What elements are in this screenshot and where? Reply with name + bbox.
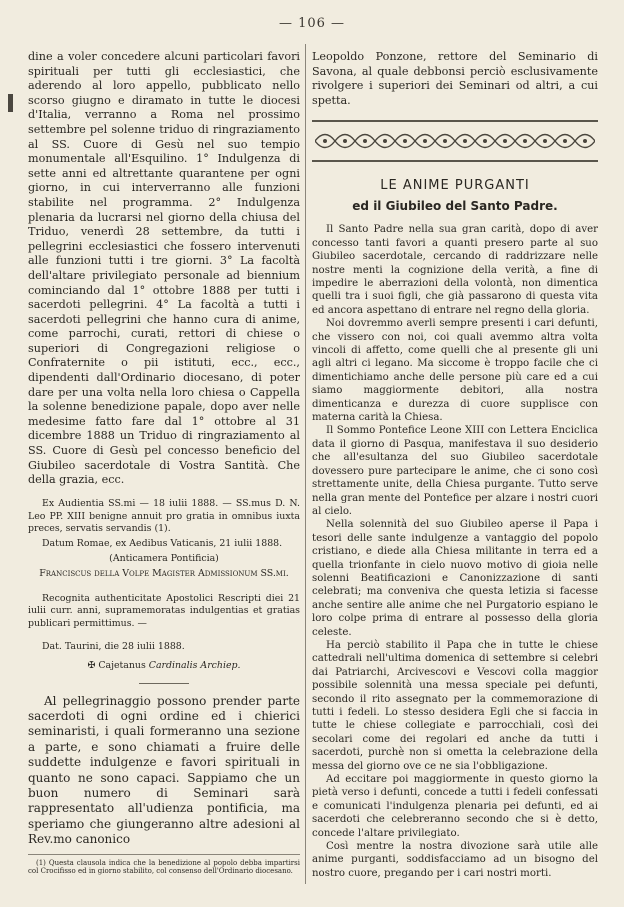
article-paragraph: Nella solennità del suo Giubileo aperse il Papa i tesori delle sante indulgenze a vantaggio del popolo cristiano, e diede alla Chiesa militante in terra ed a quella trionfante in cielo nuovo motivo di gioia nelle solenni Beatificazioni e Canonizzazione di santi celebrati; ma conveniva che questa letizia si facesse anche sentire alle anime che nel Purgatorio espiano le loro colpe prima di entrare al possesso della gloria celeste. <box>312 519 598 638</box>
dat-line: Dat. Taurini, die 28 iulii 1888. <box>42 640 185 652</box>
archbishop-name: ✠ Cajetanus <box>87 659 146 671</box>
page-number: — 106 — <box>278 16 346 31</box>
margin-mark <box>8 94 13 112</box>
article-paragraph: Noi dovremmo averli sempre presenti i cari defunti, che vissero con noi, coi quali avemmo altra volta vincoli di affetto, come quelli che al presente gli uni agli altri ci legano. Ma siccome è troppo facile che ci dimentichiamo anche delle persone più care ed a cui siamo maggiormente debitori, alla nostra dimenticanza e durezza di cuore supplisce con materna carità la Chiesa. <box>312 318 598 424</box>
decree-paragraph: dine a voler concedere alcuni particolari favori spirituali per tutti gli ecclesiastici, che aderendo al loro appello, pubblicato nello scorso giugno e diramato in tutte le diocesi d'Italia, verranno a Roma nel prossimo settembre pel solenne triduo di ringraziamento al SS. Cuore di Gesù nel suo tempio monumentale all'Esquilino. 1° Indulgenza di sette anni ed altrettante quarantene per ogni giorno, in cui interverranno alle funzioni stabilite nel programma. 2° Indulgenza plenaria da lucrarsi nel giorno della chiusa del Triduo, venerdì 28 settembre, da tutti i pellegrini ecclesiastici che fossero intervenuti alle funzioni tutti i tre giorni. 3° La facoltà dell'altare privilegiato personale ad biennium cominciando dal 1° ottobre 1888 per tutti i sacerdoti pellegrini. 4° La facoltà a tutti i sacerdoti pellegrini che hanno cura di anime, come parrochi, curati, rettori di chiese o superiori di Congregazioni religiose o Confraternite o pii istituti, ecc., ecc., dipendenti dall'Ordinario diocesano, di poter dare per una volta nella loro chiesa o Cappella la solenne benedizione papale, dopo aver nelle medesime fatto fare dal 1° ottobre al 31 dicembre 1888 un Triduo di ringraziamento al SS. Cuore di Gesù pel concesso beneficio del Giubileo sacerdotale di Vostra Santità. Che della grazia, ecc. <box>28 50 300 487</box>
article-paragraph: Così mentre la nostra divozione sarà utile alle anime purganti, soddisfacciamo ad un bisogno del nostro cuore, pregando per i cari nostri morti. <box>312 841 598 879</box>
continuation-paragraph: Leopoldo Ponzone, rettore del Seminario di Savona, al quale debbonsi perciò esclusivamente rivolgere i superiori dei Seminari od altri, a cui spetta. <box>312 50 598 107</box>
column-divider <box>305 44 306 884</box>
ornamental-band <box>312 120 598 162</box>
datum-text: Datum Romae, ex Aedibus Vaticanis, 21 iulii 1888. <box>42 538 283 550</box>
signature: Franciscus della Volpe Magister Admissionum SS.mi. <box>39 567 289 579</box>
article-paragraph: Il Sommo Pontefice Leone XIII con Lettera Enciclica data il giorno di Pasqua, manifestava il suo desiderio che all'esultanza del suo Giubileo sacerdotale dovessero pure partecipare le anime, che ci sono così strettamente unite, della Chiesa purgante. Tutto serve nella gran mente del Pontefice per alzare i nostri cuori al cielo. <box>312 425 598 517</box>
section-rule <box>139 683 189 684</box>
pilgrimage-paragraph: Al pellegrinaggio possono prender parte sacerdoti di ogni ordine ed i chierici seminaristi, i quali formeranno una sezione a parte, e sono chiamati a fruire delle suddette indulgenze e favori spirituali in quanto ne sono capaci. Sappiamo che un buon numero di Seminari sarà rappresentato all'udienza pontificia, ma speriamo che giungeranno altre adesioni al Rev.mo canonico <box>28 693 300 847</box>
ornament-pattern-icon <box>315 126 595 156</box>
article-paragraph: Ha perciò stabilito il Papa che in tutte le chiese cattedrali nell'ultima domenica di settembre si celebri dai Patriarchi, Arcivescovi e Vescovi colla maggior possibile solennità una messa speciale pei defunti, secondo il rito assegnato per la commemorazione di tutti i fedeli. Lo stesso desidera Egli che si faccia in tutte le chiese collegiate e parrocchiali, così dei secolari come dei regolari ed anche da tutti i sacerdoti, purchè non si ometta la celebrazione della messa del giorno ove ce ne sia l'obbligazione. <box>312 639 598 772</box>
article-paragraph: Il Santo Padre nella sua gran carità, dopo di aver concesso tanti favori a quanti presero parte al suo Giubileo sacerdotale, cercando di raddrizzare nelle nostre menti la cognizione della verità, a fine di impedire le aberrazioni della volontà, non dimentica quelli tra i suoi figli, che già passarono di questa vita ed ancora aspettano di entrare nel regno della gloria. <box>312 224 598 316</box>
footnote: (1) Questa clausola indica che la benedizione al popolo debba impartirsi col Crocifisso ed in giorno stabilito, col consenso dell'Ordinario diocesano. <box>28 854 300 876</box>
recognita-text: Recognita authenticitate Apostolici Rescripti diei 21 iulii curr. anni, supramemoratas indulgentias et gratias publicari permittimus. — <box>28 592 300 630</box>
archbishop-title: Cardinalis Archiep. <box>148 659 241 671</box>
left-column <box>28 50 300 876</box>
audientia-text: Ex Audientia SS.mi — 18 iulii 1888. — SS.mus D. N. Leo PP. XIII benigne annuit pro gratia in omnibus iuxta preces, servatis servandis (1). <box>28 497 300 535</box>
archbishop-signature <box>28 660 300 673</box>
article-body <box>312 223 598 880</box>
anticamera-text: (Anticamera Pontificia) <box>109 553 219 564</box>
right-column <box>312 50 598 880</box>
article-paragraph: Ad eccitare poi maggiormente in questo giorno la pietà verso i defunti, concede a tutti i fedeli confessati e comunicati l'indulgenza plenaria pei defunti, ed ai sacerdoti che celebreranno secondo che si è detto, concede l'altare privilegiato. <box>312 774 598 839</box>
article-subtitle: ed il Giubileo del Santo Padre. <box>352 199 558 214</box>
article-title: LE ANIME PURGANTI <box>380 178 530 194</box>
